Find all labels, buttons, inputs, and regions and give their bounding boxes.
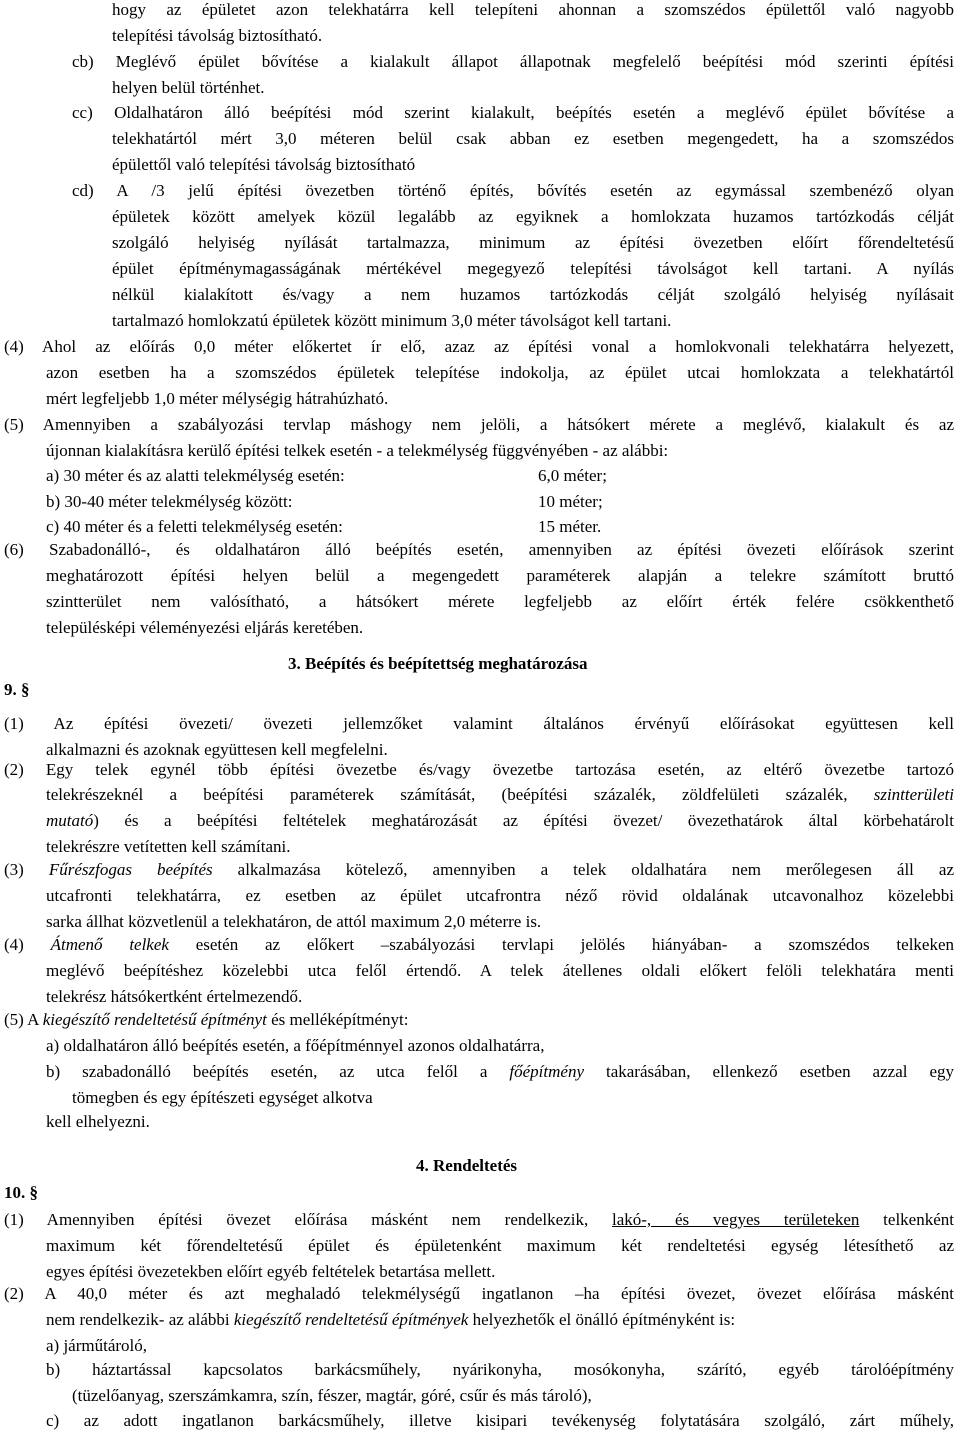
depth-rule-label-row-b: b) 30-40 méter telekmélység között: [46, 492, 293, 511]
text-line-p6-4: településképi véleményezési eljárás keretében. [46, 618, 364, 637]
text-line-s10-2b: nem rendelkezik- az alábbi kiegészítő rendeltetésű építmények helyezhetők el önálló építményként is: [46, 1310, 736, 1329]
paragraph-number-10: 10. § [4, 1183, 38, 1202]
text-line-s9-5e: kell elhelyezni. [46, 1112, 150, 1131]
text-line-p4-1: (4) Ahol az előírás 0,0 méter előkertet ír elő, azaz az építési vonal a homlokvonali telekhatárra helyezett, [4, 337, 954, 356]
text-line-s9-1b: alkalmazni és azoknak együttesen kell megfelelni. [46, 740, 388, 759]
text-line-cd-5: nélkül kialakított és/vagy a nem huzamos tartózkodás célját szolgáló helyiség nyílásait [112, 285, 954, 304]
text-line-s10-1b: maximum két főrendeltetésű épület és épületenként maximum két rendeltetési egység létesíthető az [46, 1236, 954, 1255]
text-line-s10-2c: a) járműtároló, [46, 1336, 148, 1355]
text-line-intro-2: telepítési távolság biztosítható. [112, 26, 323, 45]
text-line-s9-3c: sarka állhat közvetlenül a telekhatáron, de attól maximum 2,0 méterre is. [46, 912, 542, 931]
italic-term: főépítmény [509, 1062, 584, 1081]
text-line-cd-4: épület építménymagasságának mértékével megegyező telepítési távolságot kell tartani. A nyílás [112, 259, 954, 278]
text-line-cd-3: szolgáló helyiség nyílását tartalmazza, minimum az építési övezetben előírt főrendeltetésű [112, 233, 954, 252]
text-line-s10-2f: c) az adott ingatlanon barkácsműhely, illetve kisipari tevékenység folytatására szolgáló, zárt műhely, [46, 1411, 954, 1430]
depth-rule-value-row-b: 10 méter; [538, 492, 603, 511]
text-line-s9-5d: tömegben és egy építészeti egységet alkotva [72, 1088, 373, 1107]
text-line-cd-6: tartalmazó homlokzatú épületek között minimum 3,0 méter távolságot kell tartani. [112, 311, 672, 330]
text-line-s9-4c: telekrész hátsókertként értelmezendő. [46, 987, 303, 1006]
italic-term: Átmenő telkek [50, 935, 169, 954]
text-line-s9-4b: meglévő beépítéshez közelebbi utca felől értendő. A telek átellenes oldali előkert felöli telekhatára menti [46, 961, 954, 980]
depth-rule-value-row-c: 15 méter. [538, 517, 602, 536]
text-line-s9-5b: a) oldalhatáron álló beépítés esetén, a főépítménnyel azonos oldalhatárra, [46, 1036, 545, 1055]
depth-rule-label-row-a: a) 30 méter és az alatti telekmélység esetén: [46, 466, 345, 485]
text-line-cd-1: cd) A /3 jelű építési övezetben történő építés, bővítés esetén az egymással szembenéző olyan [72, 181, 954, 200]
paragraph-number-9: 9. § [4, 680, 30, 699]
text-line-s9-4a: (4) Átmenő telkek esetén az előkert –szabályozási tervlapi jelölés hiányában- a szomszédos telkeken [4, 935, 954, 954]
depth-rule-label-row-c: c) 40 méter és a feletti telekmélység esetén: [46, 517, 343, 536]
text-line-p6-2: meghatározott építési helyen belül a megengedett paraméterek alapján a telekre számított bruttó [46, 566, 954, 585]
text-line-intro-1: hogy az épületet azon telekhatárra kell telepíteni ahonnan a szomszédos épülettől való nagyobb [112, 0, 954, 19]
underlined-term: lakó-, és vegyes területeken [612, 1210, 860, 1229]
text-line-p4-2: azon esetben ha a szomszédos épületek telepítése indokolja, az épület utcai homlokzata a telekhatártól [46, 363, 954, 382]
italic-term: kiegészítő rendeltetésű építményt [42, 1010, 267, 1029]
text-line-s10-2e: (tüzelőanyag, szerszámkamra, szín, fészer, magtár, góré, csűr és más tároló), [72, 1386, 592, 1405]
depth-rule-value-row-a: 6,0 méter; [538, 466, 607, 485]
text-line-s9-3b: utcafronti telekhatárra, ez esetben az épület utcafrontra néző rövid oldalának utcavonalhoz közelebbi [46, 886, 954, 905]
text-line-s9-5c: b) szabadonálló beépítés esetén, az utca felől a főépítmény takarásában, ellenkező esetben azzal egy [46, 1062, 954, 1081]
section-heading-3: 3. Beépítés és beépítettség meghatározása [288, 654, 588, 673]
text-line-s10-2d: b) háztartással kapcsolatos barkácsműhely, nyárikonyha, mosókonyha, szárító, egyéb tárolóépítmény [46, 1360, 954, 1379]
text-line-s9-3a: (3) Fűrészfogas beépítés alkalmazása kötelező, amennyiben a telek oldalhatára nem merőlegesen áll az [4, 860, 954, 879]
text-line-s9-1a: (1) Az építési övezeti/ övezeti jellemzőket valamint általános érvényű előírásokat együttesen kell [4, 714, 954, 733]
text-line-cb-1: cb) Meglévő épület bővítése a kialakult állapot állapotnak megfelelő beépítési mód szerinti építési [72, 52, 954, 71]
italic-term: szintterületi [873, 785, 954, 804]
text-line-s10-1c: egyes építési övezetekben előírt egyéb feltételek betartása mellett. [46, 1262, 496, 1281]
text-line-s9-2b: telekrészeknél a beépítési paraméterek számítását, (beépítési százalék, zöldfelületi százalék, szintterületi [46, 785, 954, 804]
text-line-s10-2a: (2) A 40,0 méter és azt meghaladó telekmélységű ingatlanon –ha építési övezet, övezet előírása másként [4, 1284, 954, 1303]
text-line-s9-5a: (5) A kiegészítő rendeltetésű építményt és melléképítményt: [4, 1010, 409, 1029]
text-line-p5-2: újonnan kialakításra kerülő építési telkek esetén - a telekmélység függvényében - az alábbi: [46, 441, 669, 460]
italic-term: Fűrészfogas beépítés [48, 860, 213, 879]
text-line-p4-3: mért legfeljebb 1,0 méter mélységig hátrahúzható. [46, 389, 389, 408]
text-line-cc-2: telekhatártól mért 3,0 méteren belül csak abban ez esetben megengedett, ha a szomszédos [112, 129, 954, 148]
text-line-p5-1: (5) Amennyiben a szabályozási tervlap máshogy nem jelöli, a hátsókert mérete a meglévő, kialakult és az [4, 415, 954, 434]
text-line-cd-2: épületek között amelyek közül legalább az egyiknek a homlokzata huzamos tartózkodás célját [112, 207, 954, 226]
italic-term: mutató [46, 811, 94, 830]
text-line-s9-2a: (2) Egy telek egynél több építési övezetbe és/vagy övezetbe tartozása esetén, az eltérő övezetbe tartozó [4, 760, 954, 779]
text-line-p6-1: (6) Szabadonálló-, és oldalhatáron álló beépítés esetén, amennyiben az építési övezeti előírások szerint [4, 540, 954, 559]
text-line-s9-2c: mutató) és a beépítési feltételek meghatározását az építési övezet/ övezethatárok által körbehatárolt [46, 811, 954, 830]
text-line-s9-2d: telekrészre vetítetten kell számítani. [46, 837, 291, 856]
text-line-p6-3: szintterület nem valósítható, a hátsókert mérete legfeljebb az előírt érték felére csökkenthető [46, 592, 954, 611]
section-heading-4: 4. Rendeltetés [416, 1156, 518, 1175]
text-line-cb-2: helyen belül történhet. [112, 78, 265, 97]
text-line-cc-3: épülettől való telepítési távolság biztosítható [112, 155, 416, 174]
italic-term: kiegészítő rendeltetésű építmények [233, 1310, 469, 1329]
text-line-s10-1a: (1) Amennyiben építési övezet előírása másként nem rendelkezik, lakó-, és vegyes területeken telkenként [4, 1210, 954, 1229]
text-line-cc-1: cc) Oldalhatáron álló beépítési mód szerint kialakult, beépítés esetén a meglévő épület bővítése a [72, 103, 954, 122]
